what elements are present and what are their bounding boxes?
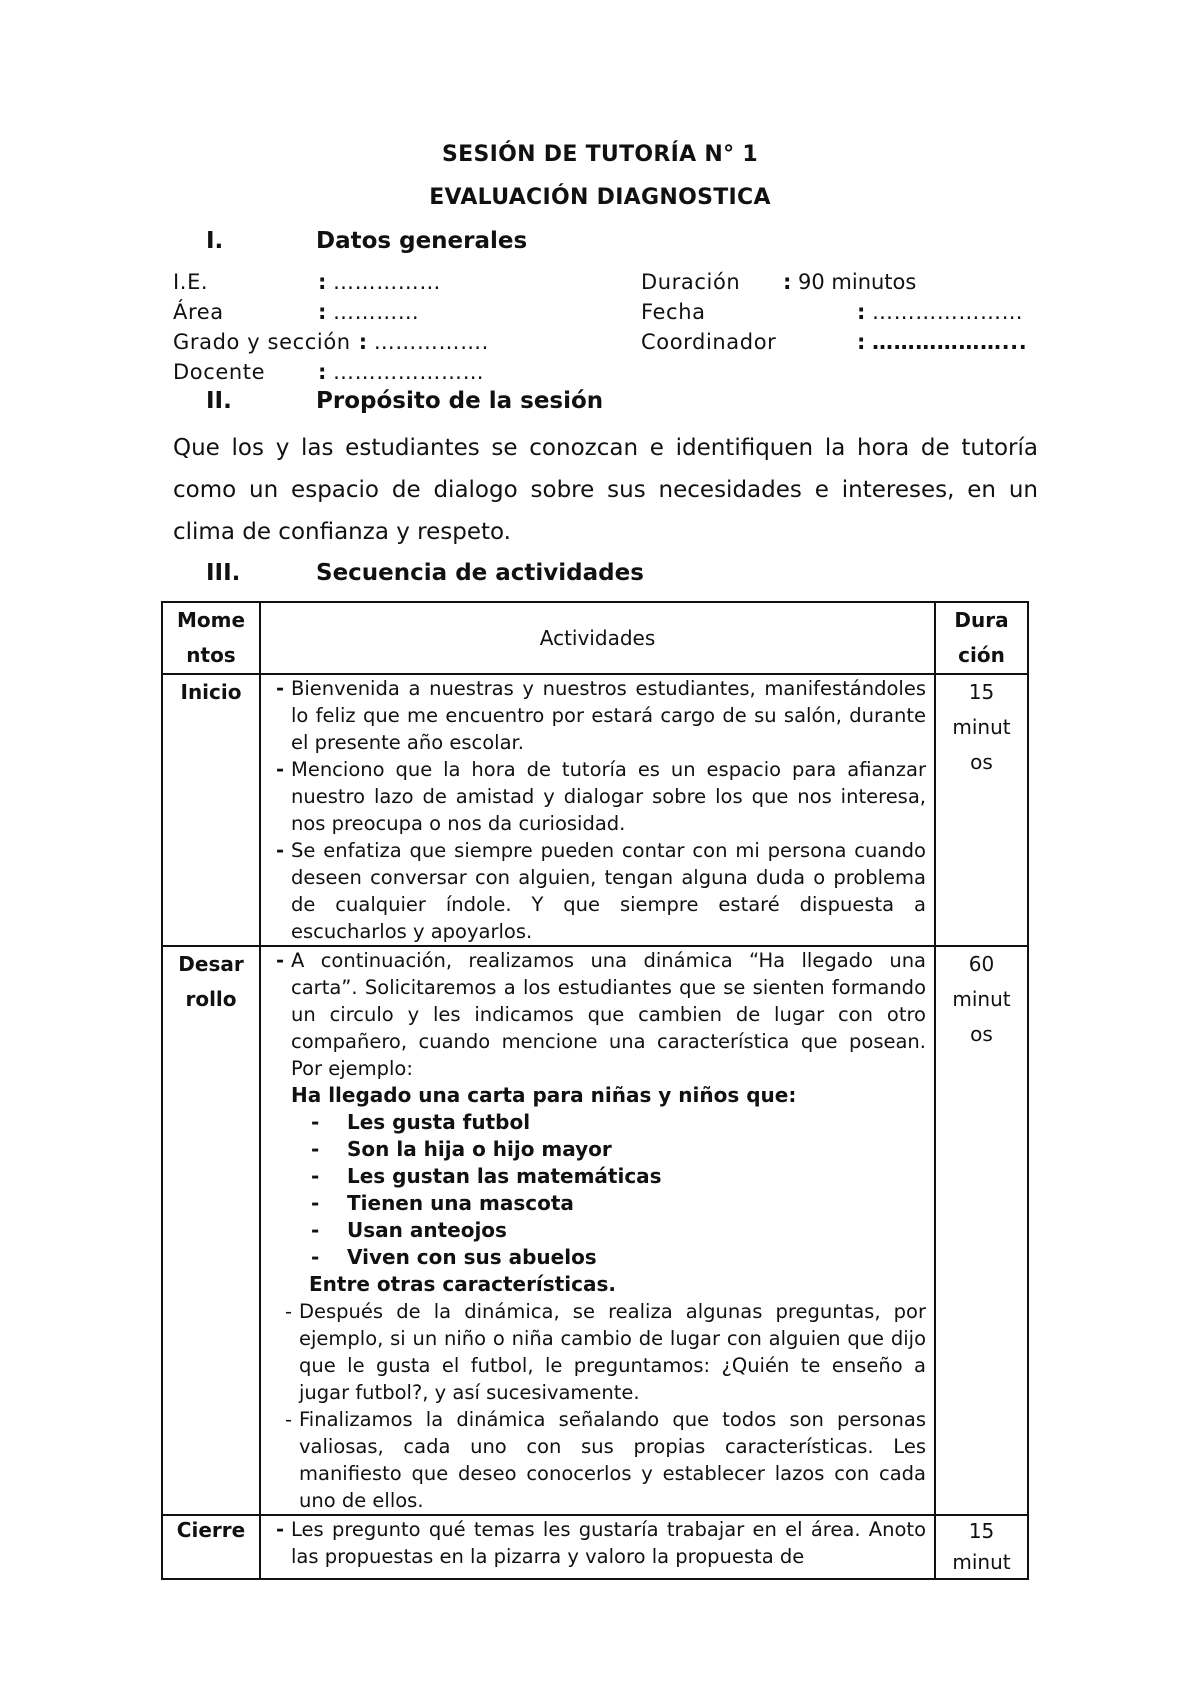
section-label: Secuencia de actividades [316,560,644,586]
header-actividades: Actividades [260,602,935,674]
dynamic-heading: Ha llegado una carta para niñas y niños que: [291,1083,797,1107]
field-label: I.E. [173,270,209,294]
activity-item: - Se enfatiza que siempre pueden contar con mi persona cuando deseen conversar con alguien, tengan alguna duda o problema de cualquier índole. Y que siempre estaré dispuesta a escucharlos y apoyarlos. [267,837,926,945]
section-number: II. [206,388,232,414]
duration-text: 15 [968,680,995,704]
table-row-desarrollo [162,946,1028,1515]
activity-item: - A continuación, realizamos una dinámica “Ha llegado una carta”. Solicitaremos a los estudiantes que se sienten formando un circulo y les indicamos que cambien de lugar con otro compañero, cuando mencione una característica que posean. Por ejemplo: [267,947,926,1082]
duration-text: minut [952,715,1011,739]
field-colon: : [318,270,327,294]
activities-cell [260,1515,935,1579]
duration-text: 15 [968,1519,995,1543]
section-heading-datos-generales [206,228,527,254]
field-label: Fecha [641,300,706,324]
duration-inicio [935,674,1028,946]
field-label: Docente [173,360,266,384]
field-docente [173,360,484,384]
field-value: ……………. [373,330,489,354]
activity-item: - Bienvenida a nuestras y nuestros estudiantes, manifestándoles lo feliz que me encuentro por estará cargo de su salón, durante el presente año escolar. [267,675,926,756]
activity-item: - Les pregunto qué temas les gustaría trabajar en el área. Anoto las propuestas en la pizarra y valoro la propuesta de [267,1516,926,1570]
list-item: - Viven con sus abuelos [311,1244,926,1271]
section-number: I. [206,228,224,254]
field-value: …………… [333,270,441,294]
field-colon: : [318,360,327,384]
duration-desarrollo [935,946,1028,1515]
activity-item: - Finalizamos la dinámica señalando que todos son personas valiosas, cada uno con sus propias características. Les manifiesto que deseo conocerlos y establecer lazos con cada uno de ellos. [267,1406,926,1514]
characteristics-list [267,1109,926,1271]
header-momentos [162,602,260,674]
field-value: ………………… [872,300,1024,324]
duration-text: os [970,1022,993,1046]
moment-desarrollo [162,946,260,1515]
duration-text: minut [952,987,1011,1011]
field-area [173,300,419,324]
duration-text: os [970,750,993,774]
moment-inicio: Inicio [162,674,260,946]
list-item: - Tienen una mascota [311,1190,926,1217]
field-duracion [641,270,916,294]
activities-cell [260,674,935,946]
header-text: Mome [176,608,246,632]
duration-text: 60 [968,952,995,976]
field-grado-seccion [173,330,489,354]
list-item: - Son la hija o hijo mayor [311,1136,926,1163]
moment-cierre: Cierre [162,1515,260,1579]
field-value: 90 minutos [798,270,917,294]
duration-cierre [935,1515,1028,1579]
section-label: Propósito de la sesión [316,388,604,414]
field-colon: : [318,300,327,324]
field-colon: : [358,330,368,354]
activities-list [261,675,934,945]
activities-list [261,947,934,1514]
document-title: SESIÓN DE TUTORÍA N° 1 [442,142,758,167]
table-row-cierre [162,1515,1028,1579]
list-item: - Usan anteojos [311,1217,926,1244]
field-fecha [641,300,1023,324]
moment-text: rollo [185,987,237,1011]
activities-cell [260,946,935,1515]
section-heading-secuencia [206,560,644,586]
field-ie [173,270,441,294]
header-text: ntos [186,643,236,667]
list-item: - Les gusta futbol [311,1109,926,1136]
field-label: Grado y sección [173,330,351,354]
list-tail: Entre otras características. [309,1272,616,1296]
list-item: - Les gustan las matemáticas [311,1163,926,1190]
duration-text: minut [952,1550,1011,1574]
section-number: III. [206,560,241,586]
purpose-paragraph: Que los y las estudiantes se conozcan e identifiquen la hora de tutoría como un espacio de dialogo sobre sus necesidades e intereses, en un clima de confianza y respeto. [173,435,1038,545]
field-label: Coordinador [641,330,777,354]
activities-list [261,1516,934,1570]
table-row-inicio [162,674,1028,946]
field-coordinador [641,330,1027,354]
activity-item: - Menciono que la hora de tutoría es un espacio para afianzar nuestro lazo de amistad y dialogar sobre los que nos interesa, nos preocupa o nos da curiosidad. [267,756,926,837]
activity-item: - Después de la dinámica, se realiza algunas preguntas, por ejemplo, si un niño o niña cambio de lugar con alguien que dijo que le gusta el futbol, le preguntamos: ¿Quién te enseño a jugar futbol?, y así sucesivamente. [267,1298,926,1406]
header-text: ción [958,643,1005,667]
section-heading-proposito [206,388,603,414]
field-colon: : [857,330,866,354]
moment-text: Desar [178,952,244,976]
field-value: ………… [333,300,420,324]
field-label: Área [173,300,224,324]
field-value: ………………... [872,330,1028,354]
header-duracion [935,602,1028,674]
field-colon: : [783,270,792,294]
header-text: Dura [954,608,1009,632]
field-label: Duración [641,270,741,294]
activities-table [161,601,1029,1580]
document-subtitle: EVALUACIÓN DIAGNOSTICA [429,185,771,210]
table-header-row [162,602,1028,674]
section-label: Datos generales [316,228,528,254]
field-value: ………………… [333,360,485,384]
field-colon: : [857,300,866,324]
